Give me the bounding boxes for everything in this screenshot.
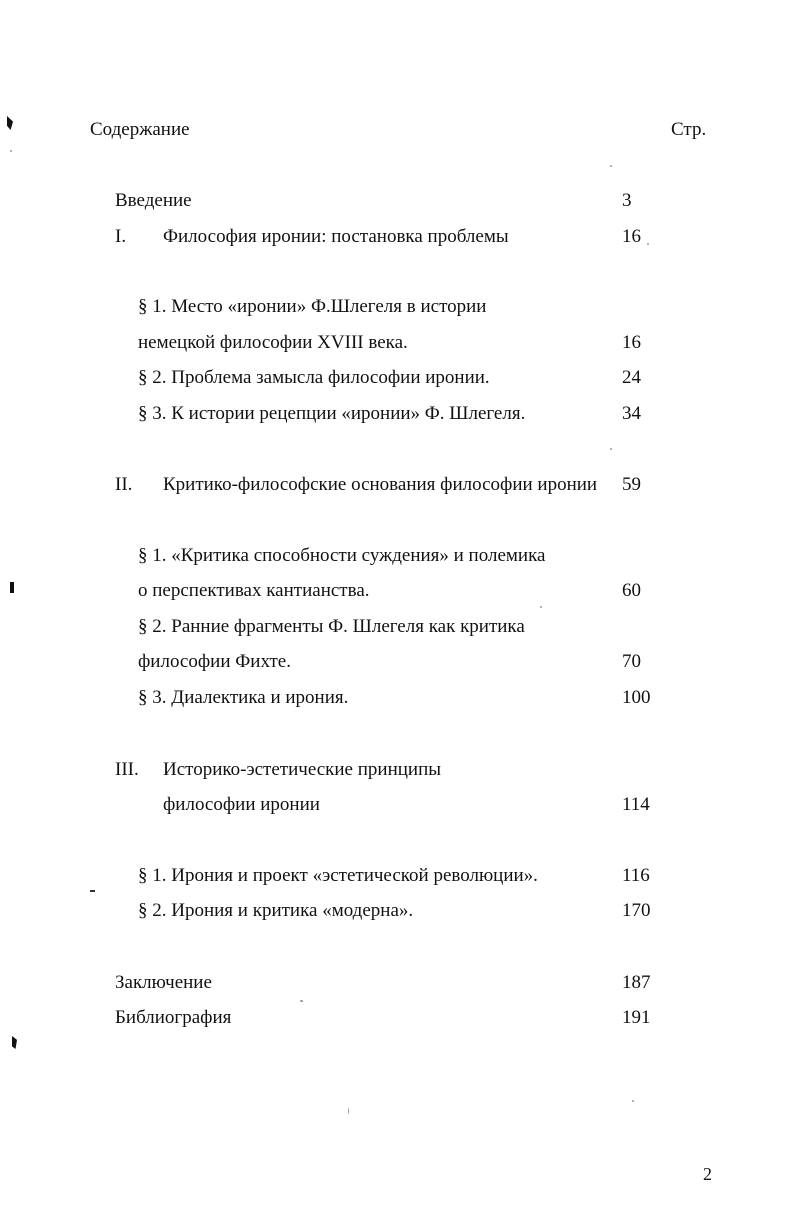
toc-bibliography-label: Библиография	[115, 1007, 232, 1028]
scan-mark-bottom	[12, 1036, 17, 1049]
toc-ch1-s2-page: 24	[622, 367, 641, 388]
toc-ch2-s2-line1: § 2. Ранние фрагменты Ф. Шлегеля как критика	[138, 616, 525, 637]
scan-speck	[348, 1108, 349, 1114]
toc-ch1-s1-line2: немецкой философии XVIII века.	[138, 332, 408, 353]
scan-speck	[540, 606, 542, 608]
toc-ch1-page: 16	[622, 226, 641, 247]
toc-ch1-s1-page: 16	[622, 332, 641, 353]
toc-ch1-s3-page: 34	[622, 403, 641, 424]
toc-ch3-s1-page: 116	[622, 865, 650, 886]
toc-ch3-roman: III.	[115, 759, 139, 780]
toc-ch3-title-line2: философии иронии	[163, 794, 320, 815]
toc-ch2-s1-line1: § 1. «Критика способности суждения» и полемика	[138, 545, 546, 566]
scan-mark-top	[7, 116, 13, 130]
page-column-heading: Стр.	[671, 119, 707, 140]
toc-ch2-roman: II.	[115, 474, 133, 495]
toc-ch2-page: 59	[622, 474, 641, 495]
toc-ch3-s2-page: 170	[622, 900, 651, 921]
toc-conclusion-page: 187	[622, 972, 651, 993]
toc-ch1-s3: § 3. К истории рецепции «иронии» Ф. Шлегеля.	[138, 403, 526, 424]
toc-ch2-s1-page: 60	[622, 580, 641, 601]
page-number: 2	[703, 1164, 712, 1184]
toc-ch2-s1-line2: о перспективах кантианства.	[138, 580, 370, 601]
toc-ch2-s2-line2: философии Фихте.	[138, 651, 291, 672]
scan-speck	[610, 448, 612, 450]
toc-ch3-s1: § 1. Ирония и проект «эстетической революции».	[138, 865, 538, 886]
toc-ch2-title: Критико-философские основания философии иронии	[163, 474, 598, 495]
toc-ch3-s2: § 2. Ирония и критика «модерна».	[138, 900, 414, 921]
toc-ch1-roman: I.	[115, 226, 127, 247]
scan-speck	[10, 150, 12, 152]
contents-heading: Содержание	[90, 119, 190, 140]
toc-conclusion-label: Заключение	[115, 972, 212, 993]
scan-speck	[632, 1100, 634, 1102]
toc-ch1-s2: § 2. Проблема замысла философии иронии.	[138, 367, 490, 388]
scan-speck	[647, 243, 649, 245]
toc-ch1-s1-line1: § 1. Место «иронии» Ф.Шлегеля в истории	[138, 296, 487, 317]
scan-speck	[300, 1000, 303, 1002]
scan-speck	[90, 890, 95, 892]
scan-mark-middle	[10, 582, 14, 593]
toc-ch3-page: 114	[622, 794, 650, 815]
toc-intro-label: Введение	[115, 190, 192, 211]
toc-intro-page: 3	[622, 190, 632, 211]
toc-ch2-s3-page: 100	[622, 687, 651, 708]
toc-ch2-s2-page: 70	[622, 651, 641, 672]
toc-ch1-title: Философия иронии: постановка проблемы	[163, 226, 509, 247]
scan-speck	[610, 165, 612, 167]
toc-ch3-title-line1: Историко-эстетические принципы	[163, 759, 442, 780]
toc-ch2-s3: § 3. Диалектика и ирония.	[138, 687, 349, 708]
toc-bibliography-page: 191	[622, 1007, 651, 1028]
